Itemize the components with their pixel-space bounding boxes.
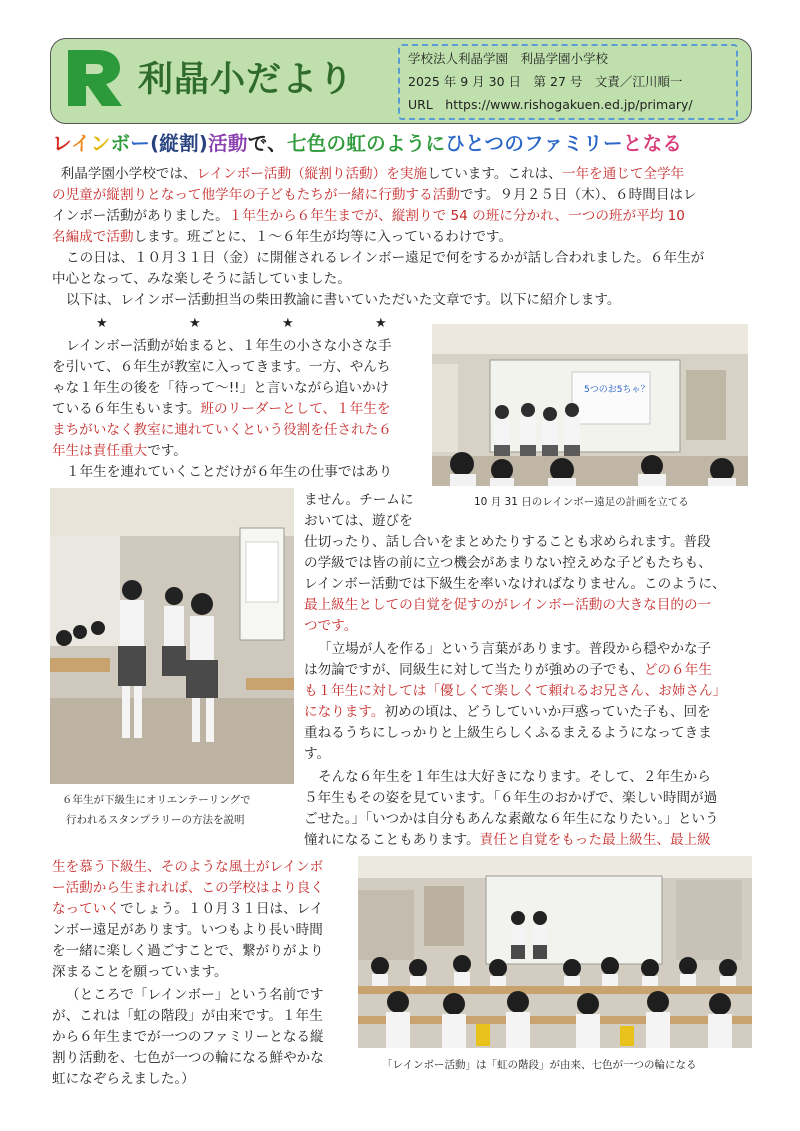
body-line: 年生は責任重大です。 xyxy=(52,443,187,459)
body-line: 「立場が人を作る」という言葉があります。普段から穏やかな子 xyxy=(318,641,712,657)
photo2-caption-line2: 行われるスタンプラリーの方法を説明 xyxy=(66,814,245,826)
headline-part: 七色の虹のように xyxy=(286,132,446,155)
body-line: ５年生もその姿を見ています。「６年生のおかげで、楽しい時間が過 xyxy=(304,790,718,806)
photo2-caption-line1: ６年生が下級生にオリエンテーリングで xyxy=(62,794,251,806)
headline-part: 活動 xyxy=(208,132,248,155)
body-line: 重ねるうちにしっかりと上級生らしくふるまえるようになってきま xyxy=(304,725,712,741)
photo3-caption: 「レインボー活動」は「虹の階段」が由来、七色が一つの輪になる xyxy=(382,1059,697,1071)
body-line: す。 xyxy=(304,746,331,762)
body-line: を一緒に楽しく過ごすことで、繋がりがより xyxy=(52,943,324,959)
article-headline xyxy=(52,128,682,156)
board-text: 5つのお5ちゃ？ xyxy=(584,385,650,395)
body-line: になります。初めの頃は、どうしていいか戸惑っていた子も、回を xyxy=(304,704,711,720)
classroom-photo-graphic xyxy=(432,324,748,486)
school-name: 学校法人利晶学園 利晶学園小学校 xyxy=(408,51,609,66)
intro-line: の児童が縦割りとなって他学年の子どもたちが一緒に行動する活動です。９月２５日（木）、６時間目はレ xyxy=(52,187,697,203)
body-line: ません。チームに xyxy=(304,492,414,508)
classroom-photo-graphic xyxy=(50,488,294,784)
body-line: 割り活動を、七色が一つの輪になる鮮やかな xyxy=(52,1050,324,1066)
body-line: まちがいなく教室に連れていくという役割を任された６ xyxy=(52,422,392,438)
body-line: つです。 xyxy=(304,618,358,634)
headline-part: ン xyxy=(90,132,111,155)
body-line: 虹になぞらえました。） xyxy=(52,1071,195,1087)
intro-line: 中心となって、みな楽しそうに話していました。 xyxy=(52,271,351,287)
headline-part: となる xyxy=(622,132,683,155)
body-line: ている６年生もいます。班のリーダーとして、１年生を xyxy=(52,401,391,417)
photo-rainbow-planning xyxy=(432,324,748,486)
star-icon: ★ xyxy=(282,316,294,331)
body-line: も１年生に対しては「優しくて楽しくて頼れるお兄さん、お姉さん」 xyxy=(304,683,727,699)
star-icon: ★ xyxy=(96,316,108,331)
photo1-caption: 10 月 31 日のレインボー遠足の計画を立てる xyxy=(474,496,689,508)
classroom-photo-graphic xyxy=(358,856,752,1048)
body-line: （ところで「レインボー」という名前です xyxy=(66,987,324,1003)
intro-line: 利晶学園小学校では、レインボー活動（縦割り活動）を実施しています。これは、一年を通じて全学年 xyxy=(60,166,685,182)
intro-line: インボー活動がありました。１年生から６年生までが、縦割りで 54 の班に分かれ、一つの班が平均 10 xyxy=(52,208,685,224)
website-url[interactable]: URL https://www.rishogakuen.ed.jp/primary/ xyxy=(408,97,693,112)
issue-date-line: 2025 年 9 月 30 日 第 27 号 文責／江川順一 xyxy=(408,74,683,89)
body-line: 仕切ったり、話し合いをまとめたりすることも求められます。普段 xyxy=(304,534,711,550)
body-line: そんな６年生を１年生は大好きになります。そして、２年生から xyxy=(318,769,711,785)
issue-info-box xyxy=(398,44,738,120)
body-line: が、これは「虹の階段」が由来です。１年生 xyxy=(52,1008,323,1024)
body-line: なっていくでしょう。１０月３１日は、レイ xyxy=(52,901,324,917)
body-line: ゃな１年生の後を「待って～!!」と言いながら追いかけ xyxy=(52,380,390,396)
intro-line: 以下は、レインボー活動担当の柴田教諭に書いていただいた文章です。以下に紹介します。 xyxy=(66,292,621,308)
intro-line: この日は、１０月３１日（金）に開催されるレインボー遠足で何をするかが話し合われました。６年生が xyxy=(66,250,705,266)
photo-orienteering-explanation xyxy=(50,488,294,784)
headline-part: ひとつのファミリー xyxy=(445,132,623,155)
body-line: 生を慕う下級生、そのような風土がレインボ xyxy=(52,859,324,875)
star-icon: ★ xyxy=(375,316,387,331)
body-line: 深まることを願っています。 xyxy=(52,964,228,980)
photo-rainbow-classroom xyxy=(358,856,752,1048)
body-line: の学級では皆の前に立つ機会があまりない控えめな子どもたちも、 xyxy=(304,555,712,571)
headline-part: イ xyxy=(70,132,91,155)
headline-part: ボ xyxy=(110,132,131,155)
star-divider xyxy=(96,316,468,331)
body-line: ごせた。」「いつかは自分もあんな素敵な６年生になりたい。」という xyxy=(304,811,719,827)
body-line: 最上級生としての自覚を促すのがレインボー活動の大きな目的の一 xyxy=(304,597,712,613)
body-line: １年生を連れていくことだけが６年生の仕事ではあり xyxy=(66,464,393,480)
school-logo-r-icon xyxy=(64,46,124,110)
headline-part: で、 xyxy=(247,132,287,155)
newsletter-title: 利晶小だより xyxy=(138,60,355,100)
body-line: ー活動から生まれれば、この学校はより良く xyxy=(52,880,324,896)
star-icon: ★ xyxy=(189,316,201,331)
headline-part: ー xyxy=(130,132,151,155)
body-line: おいては、遊びを xyxy=(304,513,413,529)
headline-part: (縦割) xyxy=(150,132,209,155)
body-line: レインボー活動では下級生を率いなければなりません。このように、 xyxy=(304,576,726,592)
body-line: を引いて、６年生が教室に入ってきます。一方、やんち xyxy=(52,359,391,375)
headline-part: レ xyxy=(52,132,71,155)
body-line: から６年生までが一つのファミリーとなる縦 xyxy=(52,1029,324,1045)
intro-line: 名編成で活動します。班ごとに、１～６年生が均等に入っているわけです。 xyxy=(52,229,513,245)
body-line: ンボー遠足があります。いつもより長い時間 xyxy=(52,922,323,938)
body-line: は勿論ですが、同級生に対して当たりが強めの子でも、どの６年生 xyxy=(304,662,712,678)
body-line: 憧れになることもあります。責任と自覚をもった最上級生、最上級 xyxy=(304,832,711,848)
body-line: レインボー活動が始まると、１年生の小さな小さな手 xyxy=(66,338,392,354)
